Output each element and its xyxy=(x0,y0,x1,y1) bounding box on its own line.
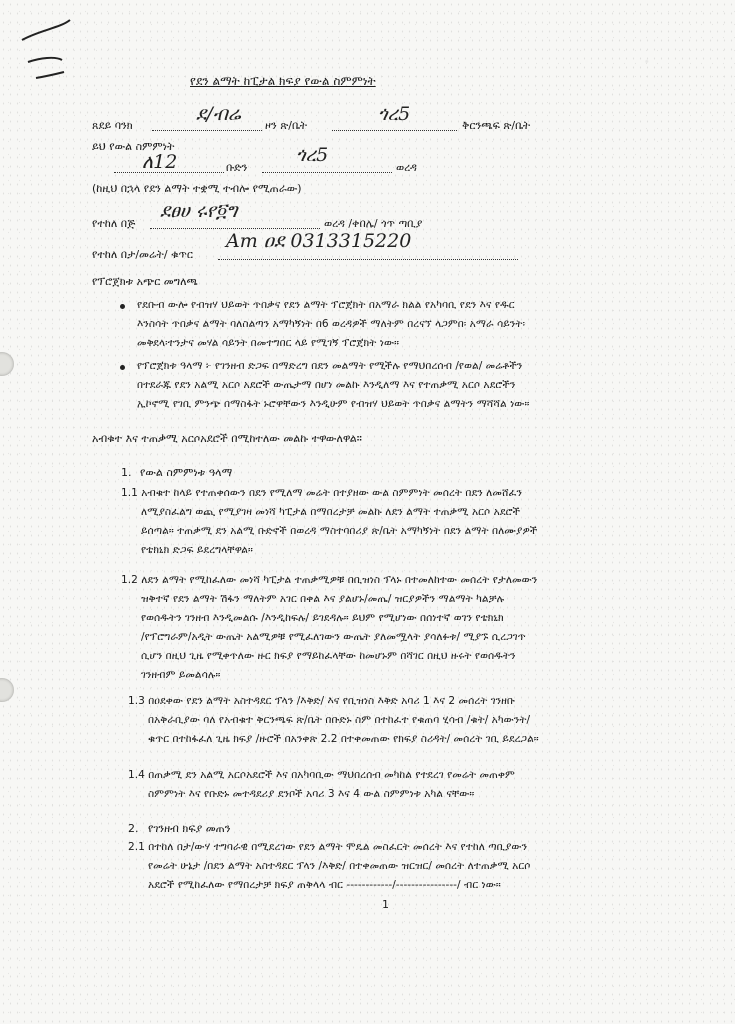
branch-office-label: ቅርንጫፍ ጽ/ቤት xyxy=(462,119,531,132)
text-line: የቴክኒክ ድጋፍ ይደረግላቸዋል። xyxy=(141,544,253,556)
handwritten-team: ጎረ5 xyxy=(296,144,329,166)
text-line: በተደራጁ የደን አልሚ አርሶ አደሮች ውጤታማ በሆነ መልኩ እንዲለማ እና የተጠቃሚ አርሶ አደሮችን xyxy=(137,379,516,391)
text-line: በአቅራቢያው ባለ የአብቁተ ቅርንጫፍ ጽ/ቤት በቡድኑ ስም በተከፈተ የቁጠባ ሂሳብ /ቁት/ አካውንት/ xyxy=(148,714,531,726)
blank-line xyxy=(332,130,457,131)
text-line: 1.4 በጠቃሚ ደን አልሚ አርሶአደሮች እና በአካባቢው ማህበረሰብ መካከል የተደረገ የመሬት መጠቀም xyxy=(128,769,515,781)
section-title-1: የውል ስምምነቱ ዓላማ xyxy=(140,466,233,479)
text-line: /የፕሮግራም/አዲት ውጤት አልሚዎቹ የሚፈለገውን ውጤት ያለመሟላት ያሳለፉቱ/ ሚያኙ ሲረጋገጥ xyxy=(141,631,526,643)
text-line: የደቡብ ውሎ የብዝሃ ህይወት ጥበቃና የደን ልማት ፕሮጀክት በአማራ ክልል የአካባቢ የደን እና የዱር xyxy=(137,299,515,311)
beneficiary-note: (ከዚህ በኋላ የደን ልማት ተቋሚ ተብሎ የሚጠራው) xyxy=(92,182,302,195)
text-line: አደሮች የሚከፈለው የማበረታቻ ክፍያ ጠቅላላ ብር ------------/----------------/ ብር ነው። xyxy=(148,879,501,891)
clause-2-1 xyxy=(128,838,668,895)
handwritten-planter: ደፀሀ ሩየ፬ግ xyxy=(160,200,238,222)
project-summary-label: የፕሮጀክቱ አጭር መግለጫ xyxy=(92,275,198,288)
bullet-paragraph-2 xyxy=(137,357,662,414)
text-line: 1.2 ለደን ልማት የሚከፈለው መነሻ ካፒታል ተጠቃሚዎቹ በቢዝነስ ፕላኑ በተመለከተው መሰረት የታለመውን xyxy=(121,574,538,586)
bullet-paragraph-1 xyxy=(137,296,662,353)
text-line: እንስሳት ጥበቃና ልማት ባለስልጣን አማካኝነት በ6 ወረዳዎች ማለትም በረናኘ ላጋምበ፡ አማራ ሳይንት፡ xyxy=(137,318,526,330)
text-line: የመሬት ሁኔታ /በደን ልማት አስተዳደር ፕላን /እቅድ/ በተቀመጠው ዝርዝር/ መሰረት ለተጠቃሚ አርሶ xyxy=(148,860,531,872)
plot-number-label: የተከለ በታ/መሬት/ ቁጥር xyxy=(92,248,193,261)
intro-statement: አብቁተ እና ተጠቃሚ አርሶአደሮች በሚከተለው መልኩ ተዋውለዋል። xyxy=(92,432,362,445)
text-line: ኢኮኖሚ የገቢ ምንጭ በማስፋት ኑሮዋቸውን እንዲሁም የብዝሃ ህይወት ጥበቃና ልማትን ማሻሻል ነው። xyxy=(137,398,530,410)
woreda-label: ወረዳ xyxy=(396,161,417,174)
bank-label: ጸደይ ባንክ xyxy=(92,119,133,132)
location-label: ወረዳ /ቀበሌ/ ጎጥ ጣቢያ xyxy=(324,217,423,230)
blank-line xyxy=(152,130,262,131)
text-line: ለሚያስፈልግ ወጪ የሚያገዛ መነሻ ካፒታል በማበረታቻ መልኩ ለደን ልማት ተጠቃሚ አርሶ አደሮች xyxy=(141,506,521,518)
bullet-mark xyxy=(120,304,125,309)
section-number: 1. xyxy=(121,466,132,479)
clause-1-1 xyxy=(121,484,666,560)
page-number: 1 xyxy=(382,898,389,911)
bullet-mark xyxy=(120,365,125,370)
text-line: የፕሮጀክቱ ዓላማ ፦ የገንዘብ ድጋፍ በማድረግ በደን መልማት የሚችሉ የማህበረሰብ /የወል/ መሬቶችን xyxy=(137,360,523,372)
clause-1-3 xyxy=(128,692,668,749)
handwritten-zone-office: ጎረ5 xyxy=(378,103,411,125)
blank-line xyxy=(262,172,392,173)
handwritten-plot-number: Am ዐደ 0313315220 xyxy=(226,230,412,252)
team-label: ቡድን xyxy=(226,161,248,174)
text-line: ዝቅተኛ የደን ልማት ሽፋን ማለትም አገር በቀል እና ያልሆኑ/መጤ/ ዝርያዎችን ማልማት ካልቻሉ xyxy=(141,593,505,605)
text-line: ይሰጣል። ተጠቃሚ ደን አልሚ ቡድኖች በወረዳ ማስተባበሪያ ጽ/ቤት አማካኝነት በደን ልማት በለሙያዎች xyxy=(141,525,538,537)
handwritten-bank-branch: ደ/ብሬ xyxy=(196,103,241,125)
clause-1-2 xyxy=(121,571,666,685)
text-line: ሲሆን በዚህ ጊዜ የሚቀጥለው ዙር ክፍያ የማይከፈላቸው ከመሆኑም በሻገር በዚህ ዙሩት የወሰዱትን xyxy=(141,650,516,662)
agreement-label: ይህ የውል ስምምነት xyxy=(92,140,175,153)
document-title: የደን ልማት ከፒታል ክፍያ የውል ስምምነት xyxy=(190,74,376,88)
clause-1-4 xyxy=(128,766,668,804)
text-line: 1.3 በዐደቀው የደን ልማት አስተዳደር ፕላን /እቅድ/ እና የቢዝነስ እቅድ አባሪ 1 እና 2 መሰረት ገንዘቡ xyxy=(128,695,516,707)
text-line: የወሰዱትን ገንዘብ እንዲመልሱ /እንዲከፍሉ/ ይገደዳሉ። ይህም የሚሆነው በሰነተኛ ወገን የቴክኒክ xyxy=(141,612,504,624)
planter-label: የተከለ በጅ xyxy=(92,217,136,230)
text-line: 1.1 አብቁተ ከላይ የተጠቀሰውን በደን የሚለማ መሬት በተያዘው ውል ስምምነት መሰረት በደን ለመሸፈን xyxy=(121,487,523,499)
text-line: ገንዘብም ይመልሳሉ። xyxy=(141,669,221,681)
blank-line xyxy=(150,228,320,229)
text-line: መቅደላ፡ተንታና መሃል ሳይንት በመተግበር ላይ የሚገኝ ፕሮጀክት ነው። xyxy=(137,337,400,349)
text-line: ስምምነት እና የቡድኑ መተዳደሪያ ደንቦች አባሪ 3 እና 4 ውል ስምምነቱ አካል ናቸው። xyxy=(148,788,475,800)
text-line: 2.1 በተከለ በታ/ውሃ ተግባራዊ በሚደረገው የደን ልማት ሞዴል መስፈርት መሰረት እና የተከለ ጣቢያውን xyxy=(128,841,528,853)
zone-office-label: ዞን ጽ/ቤት xyxy=(265,119,308,132)
text-line: ቁጥር በተከፋፈለ ጊዜ ክፍያ /ዙሮች በአንቀጽ 2.2 በተቀመጠው የክፍያ ስሪዳት/ መሰረት ገቢ ይደረጋል። xyxy=(148,733,539,745)
section-title-2: የገንዘብ ክፍያ መጠን xyxy=(148,822,231,835)
blank-line xyxy=(218,259,518,260)
section-number: 2. xyxy=(128,822,139,835)
handwritten-kebele: ለ12 xyxy=(142,151,178,173)
